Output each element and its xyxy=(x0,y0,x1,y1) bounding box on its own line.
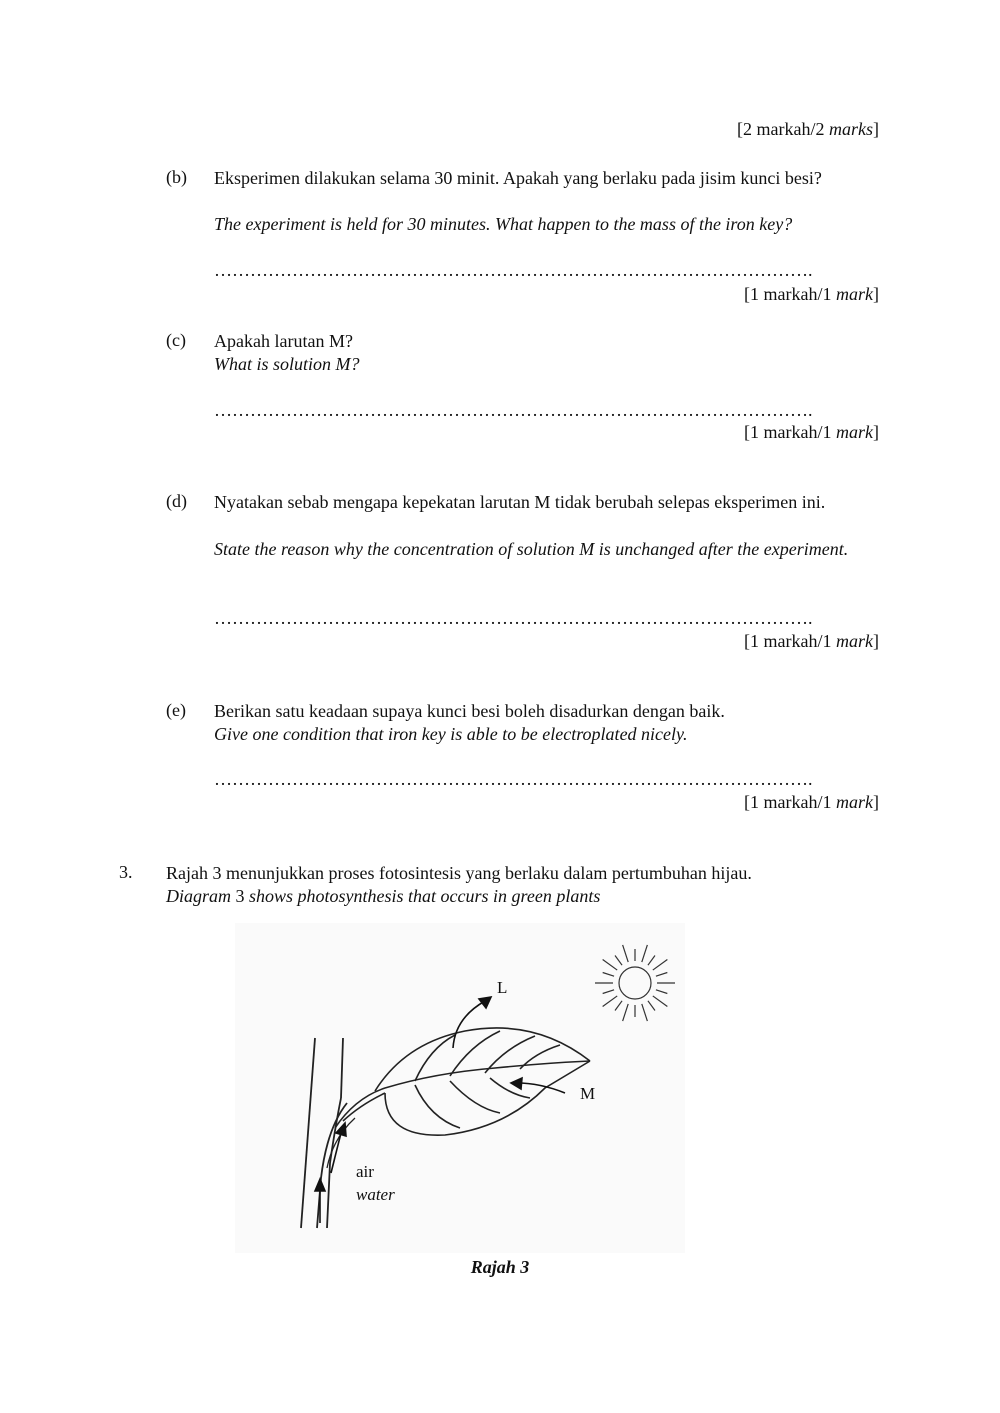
question-text-ms: Nyatakan sebab mengapa kepekatan larutan M tidak berubah selepas eksperimen ini. xyxy=(214,492,826,512)
marks-suffix: ] xyxy=(873,119,879,139)
marks-text: [2 markah/2 xyxy=(737,119,829,139)
question-text-en xyxy=(166,885,881,908)
label-M: M xyxy=(580,1084,596,1103)
photosynthesis-diagram xyxy=(235,923,685,1253)
marks-suffix: ] xyxy=(873,631,879,651)
label-water: water xyxy=(356,1185,395,1204)
marks-em: mark xyxy=(836,631,873,651)
question-letter: (d) xyxy=(166,491,187,511)
en-prefix: Diagram xyxy=(166,886,236,906)
marks-em: marks xyxy=(829,119,873,139)
answer-line[interactable]: ………………………………………………………………………………………. xyxy=(214,608,813,628)
marks-part-d xyxy=(744,631,879,652)
label-air: air xyxy=(356,1162,374,1181)
question-text-ms: Apakah larutan M? xyxy=(214,331,353,351)
marks-suffix: ] xyxy=(873,422,879,442)
marks-suffix: ] xyxy=(873,284,879,304)
answer-line[interactable]: ………………………………………………………………………………………. xyxy=(214,769,813,789)
marks-part-b xyxy=(744,284,879,305)
marks-part-c xyxy=(744,422,879,443)
marks-em: mark xyxy=(836,284,873,304)
question-text-ms xyxy=(214,167,879,190)
question-text-ms: Rajah 3 menunjukkan proses fotosintesis yang berlaku dalam pertumbuhan hijau. xyxy=(166,863,752,883)
answer-line[interactable]: ………………………………………………………………………………………. xyxy=(214,260,813,280)
question-text-en: What is solution M? xyxy=(214,354,360,374)
marks-text: [1 markah/1 xyxy=(744,792,836,812)
question-letter: (b) xyxy=(166,167,187,187)
question-text-en: Give one condition that iron key is able to be electroplated nicely. xyxy=(214,724,688,744)
en-num: 3 xyxy=(235,886,245,906)
marks-suffix: ] xyxy=(873,792,879,812)
answer-line[interactable]: ………………………………………………………………………………………. xyxy=(214,400,813,420)
question-text-ms: Berikan satu keadaan supaya kunci besi boleh disadurkan dengan baik. xyxy=(214,701,725,721)
question-text-en: State the reason why the concentration of solution M is unchanged after the experiment. xyxy=(214,539,849,559)
marks-em: mark xyxy=(836,792,873,812)
diagram-caption: Rajah 3 xyxy=(470,1257,530,1277)
en-suffix: shows photosynthesis that occurs in green plants xyxy=(244,886,601,906)
marks-part-a xyxy=(737,119,879,140)
marks-text: [1 markah/1 xyxy=(744,631,836,651)
marks-text: [1 markah/1 xyxy=(744,422,836,442)
marks-part-e xyxy=(744,792,879,813)
question-letter: (c) xyxy=(166,330,186,350)
marks-text: [1 markah/1 xyxy=(744,284,836,304)
question-text-en: The experiment is held for 30 minutes. What happen to the mass of the iron key? xyxy=(214,214,793,234)
question-ms: Eksperimen dilakukan selama 30 minit. Apakah yang berlaku pada jisim kunci besi? xyxy=(214,168,822,188)
marks-em: mark xyxy=(836,422,873,442)
label-L: L xyxy=(497,978,508,997)
question-letter: (e) xyxy=(166,700,186,720)
question-number: 3. xyxy=(119,862,133,882)
